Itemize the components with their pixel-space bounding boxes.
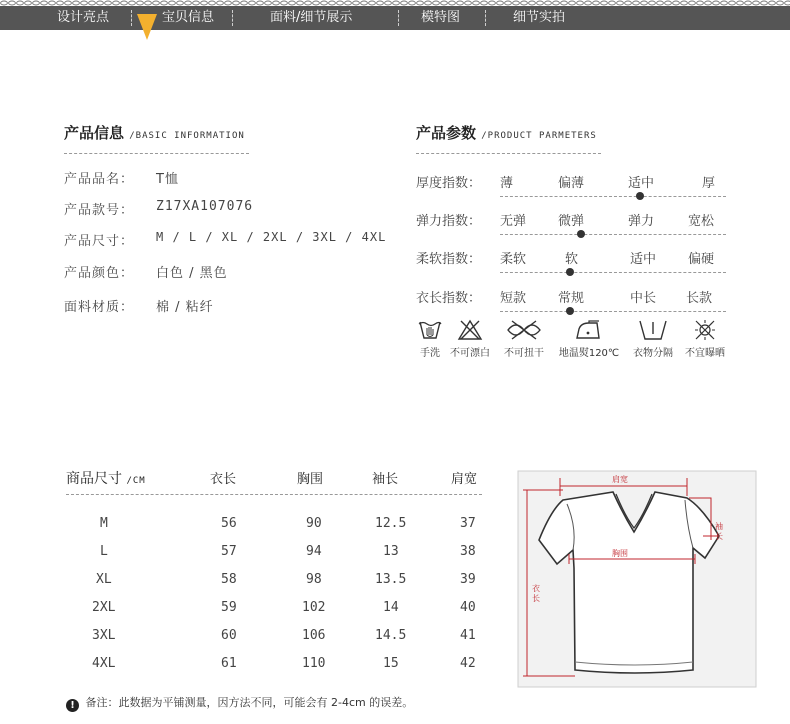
care-label: 手洗: [420, 348, 440, 359]
size-header-sleeve: 袖长: [372, 472, 399, 487]
param-option: 适中: [628, 176, 655, 191]
size-cell-label: 2XL: [92, 600, 116, 615]
section-nav-bar: [0, 6, 790, 30]
params-title: 产品参数: [416, 124, 477, 142]
note-text: 备注：此数据为平铺测量，因方法不同，可能会有 2-4cm 的误差。: [85, 696, 414, 709]
tshirt-measurement-diagram: [517, 470, 757, 688]
size-cell: 14.5: [375, 628, 407, 643]
size-cell-label: XL: [96, 572, 112, 587]
size-cell: 12.5: [375, 516, 407, 531]
exclamation-icon: !: [66, 699, 79, 712]
param-level-marker: [566, 268, 574, 276]
param-option: 弹力: [628, 214, 655, 229]
info-value: T恤: [156, 172, 179, 187]
diagram-label-sleeve: 袖长: [715, 522, 723, 541]
size-header-chest: 胸围: [297, 472, 324, 487]
size-cell: 15: [383, 656, 399, 671]
size-cell: 56: [221, 516, 237, 531]
size-cell: 38: [460, 544, 476, 559]
info-label: 面料材质：: [64, 300, 135, 315]
param-scale-line: [500, 272, 726, 273]
size-cell: 102: [302, 600, 326, 615]
size-cell: 14: [383, 600, 399, 615]
diagram-label-shoulder: 肩宽: [612, 475, 628, 484]
nav-separator: [398, 10, 399, 26]
divider: [416, 153, 601, 154]
care-label: 衣物分隔: [633, 348, 673, 359]
care-item-no-wring: [489, 318, 559, 359]
size-cell-label: L: [100, 544, 108, 559]
info-label: 产品款号：: [64, 203, 135, 218]
size-cell: 13: [383, 544, 399, 559]
size-header-shoulder: 肩宽: [451, 472, 478, 487]
basic-info-subtitle: /BASIC INFORMATION: [129, 131, 245, 141]
low-iron-icon: [573, 318, 605, 342]
param-option: 宽松: [688, 214, 715, 229]
param-level-marker: [566, 307, 574, 315]
param-option: 长款: [686, 291, 713, 306]
param-option: 短款: [500, 291, 527, 306]
info-value: 棉 / 粘纤: [156, 300, 214, 315]
param-option: 适中: [630, 252, 657, 267]
separate-wash-icon: [637, 318, 669, 342]
param-option: 微弹: [558, 214, 585, 229]
size-cell: 110: [302, 656, 326, 671]
size-cell: 41: [460, 628, 476, 643]
care-label: 不宜曝晒: [685, 348, 725, 359]
care-item-low-iron: [554, 318, 624, 359]
size-header-length: 衣长: [210, 472, 237, 487]
diagram-label-chest: 胸围: [612, 549, 628, 558]
size-cell: 57: [221, 544, 237, 559]
nav-tab-model[interactable]: 模特图: [421, 10, 461, 25]
divider: [64, 153, 249, 154]
size-cell: 60: [221, 628, 237, 643]
param-row-thickness: [416, 172, 726, 212]
info-label: 产品品名：: [64, 172, 135, 187]
care-label: 不可扭干: [504, 348, 544, 359]
size-cell: 94: [306, 544, 322, 559]
info-label: 产品尺寸：: [64, 234, 135, 249]
care-item-no-sun: [670, 318, 740, 359]
size-cell: 40: [460, 600, 476, 615]
size-cell: 106: [302, 628, 326, 643]
param-option: 无弹: [500, 214, 527, 229]
size-cell: 61: [221, 656, 237, 671]
param-option: 偏薄: [558, 176, 585, 191]
active-tab-pointer: [137, 14, 157, 40]
basic-info-heading: [64, 122, 245, 143]
param-label: 厚度指数：: [416, 176, 482, 191]
nav-tab-product-info[interactable]: 宝贝信息: [162, 10, 215, 25]
diagram-label-length: 衣长: [532, 584, 540, 603]
param-row-softness: [416, 248, 726, 288]
size-cell: 90: [306, 516, 322, 531]
nav-separator: [232, 10, 233, 26]
info-label: 产品颜色：: [64, 266, 135, 281]
size-cell: 39: [460, 572, 476, 587]
nav-tab-fabric-detail[interactable]: 面料/细节展示: [270, 10, 353, 25]
param-option: 常规: [558, 291, 585, 306]
param-scale-line: [500, 234, 726, 235]
size-title-text: 商品尺寸: [66, 471, 122, 487]
param-scale-line: [500, 311, 726, 312]
params-heading: [416, 122, 597, 143]
param-label: 柔软指数：: [416, 252, 482, 267]
param-row-elasticity: [416, 210, 726, 250]
basic-info-title: 产品信息: [64, 124, 125, 142]
param-option: 柔软: [500, 252, 527, 267]
size-cell: 42: [460, 656, 476, 671]
size-cell-label: 4XL: [92, 656, 116, 671]
info-value: 白色 / 黑色: [156, 266, 228, 281]
param-level-marker: [577, 230, 585, 238]
no-bleach-icon: [456, 318, 484, 342]
no-wring-icon: [504, 318, 544, 342]
nav-tab-design[interactable]: 设计亮点: [57, 10, 110, 25]
size-unit: /CM: [126, 476, 146, 486]
size-table-title: [66, 468, 146, 488]
size-cell-label: 3XL: [92, 628, 116, 643]
info-value: M / L / XL / 2XL / 3XL / 4XL: [156, 230, 387, 244]
nav-separator: [485, 10, 486, 26]
param-option: 偏硬: [688, 252, 715, 267]
size-cell: 13.5: [375, 572, 407, 587]
care-label: 不可漂白: [450, 348, 490, 359]
param-label: 衣长指数：: [416, 291, 482, 306]
no-sun-dry-icon: [691, 318, 719, 342]
divider: [66, 494, 482, 495]
nav-separator: [131, 10, 132, 26]
params-subtitle: /PRODUCT PARMETERS: [481, 131, 597, 141]
param-level-marker: [636, 192, 644, 200]
param-option: 中长: [630, 291, 657, 306]
measurement-note: [66, 694, 413, 712]
size-cell: 59: [221, 600, 237, 615]
size-cell: 98: [306, 572, 322, 587]
info-value: Z17XA107076: [156, 199, 254, 214]
param-option: 软: [565, 252, 579, 267]
size-cell-label: M: [100, 516, 108, 531]
size-cell: 37: [460, 516, 476, 531]
param-option: 薄: [500, 176, 514, 191]
param-scale-line: [500, 196, 726, 197]
param-label: 弹力指数：: [416, 214, 482, 229]
nav-tab-detail-photos[interactable]: 细节实拍: [513, 10, 566, 25]
size-cell: 58: [221, 572, 237, 587]
care-label: 地温熨120℃: [558, 348, 620, 359]
param-option: 厚: [702, 176, 716, 191]
